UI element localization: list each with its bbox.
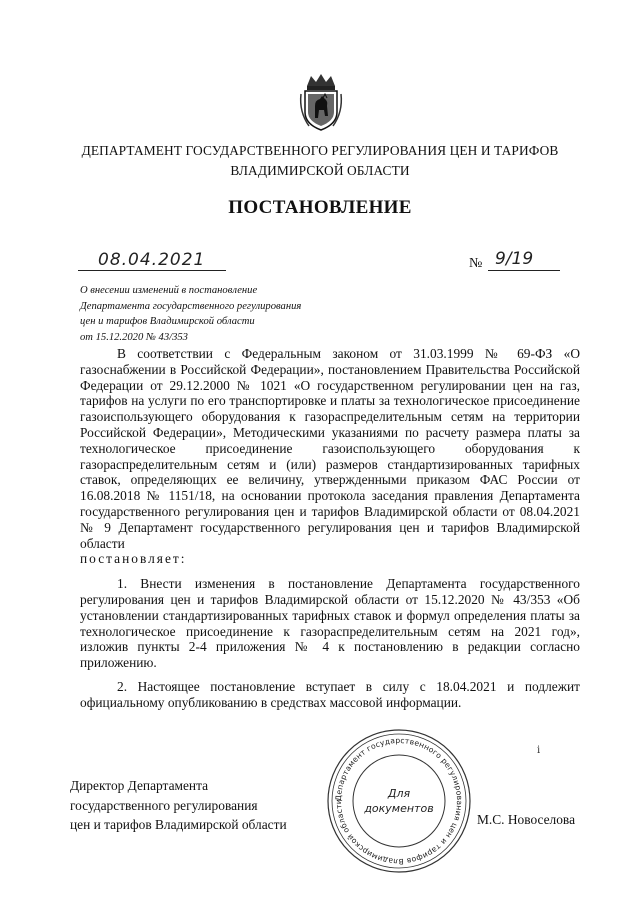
preamble-paragraph: В соответствии с Федеральным законом от 31.03.1999 № 69-ФЗ «О газоснабжении в Российской Федерации», постановлением Правительства Российской Федерации от 29.12.2000 № 1021 «О государственном регулировании цен на газ, тарифов на услуги по его транспортировке и платы за технологическое присоединение газоиспользующего оборудования к газораспределительным сетям на территории Российской Федерации», Методическими указаниями по расчету размера платы за технологическое присоединение газоиспользующего оборудования к газораспределительным сетям и (или) размеров стандартизированных тарифных ставок, определяющих ее величину, утвержденными приказом ФАС России от 16.08.2018 № 1151/18, на основании протокола заседания правления Департамента государственного регулирования цен и тарифов Владимирской области от 08.04.2021 № 9 Департамент государственного регулирования цен и тарифов Владимирской области: [80, 346, 580, 551]
department-name-line2: ВЛАДИМИРСКОЙ ОБЛАСТИ: [230, 163, 410, 178]
reference-line: от 15.12.2020 № 43/353: [80, 331, 188, 343]
coat-of-arms-emblem: [297, 72, 345, 132]
signer-name: М.С. Новоселова: [477, 812, 576, 827]
clause-2: 2. Настоящее постановление вступает в силу с 18.04.2021 и подлежит официальному опубликованию в средствах массовой информации.: [80, 678, 580, 710]
reference-line: Департамента государственного регулирования: [80, 300, 302, 312]
reference-line: О внесении изменений в постановление: [80, 285, 258, 296]
stamp-center-line2: документов: [364, 802, 434, 815]
stamp-center-line1: Для: [387, 787, 411, 800]
director-title-block: [70, 776, 287, 835]
stamp-ring-text: Департамент государственного регулирования цен и тарифов Владимирской области: [333, 735, 465, 867]
document-title: ПОСТАНОВЛЕНИЕ: [228, 197, 412, 218]
number-underline: [488, 270, 560, 271]
director-title-line: Директор Департамента: [70, 778, 209, 793]
document-number: 9/19: [495, 249, 534, 269]
official-stamp: [325, 727, 473, 875]
director-title-line: государственного регулирования: [70, 797, 258, 813]
reference-block: [80, 283, 380, 345]
director-title-line: цен и тарифов Владимирской области: [70, 817, 287, 832]
margin-mark: ⅰ: [537, 745, 541, 756]
number-sign: №: [469, 256, 483, 271]
document-date: 08.04.2021: [98, 250, 206, 270]
date-underline: [78, 270, 226, 271]
resolves-word: постановляет:: [80, 551, 187, 567]
reference-line: цен и тарифов Владимирской области: [80, 316, 255, 327]
department-name-line1: ДЕПАРТАМЕНТ ГОСУДАРСТВЕННОГО РЕГУЛИРОВАНИЯ ЦЕН И ТАРИФОВ: [81, 143, 559, 158]
document-body: [80, 346, 580, 711]
clause-1: 1. Внести изменения в постановление Департамента государственного регулирования цен и тарифов Владимирской области от 15.12.2020 № 43/353 «Об установлении стандартизированных тарифных ставок и формул определения платы за технологическое присоединение к газораспределительным сетям на 2021 год», изложив пункты 2-4 приложения № 4 к постановлению в редакции согласно приложению.: [80, 576, 580, 671]
